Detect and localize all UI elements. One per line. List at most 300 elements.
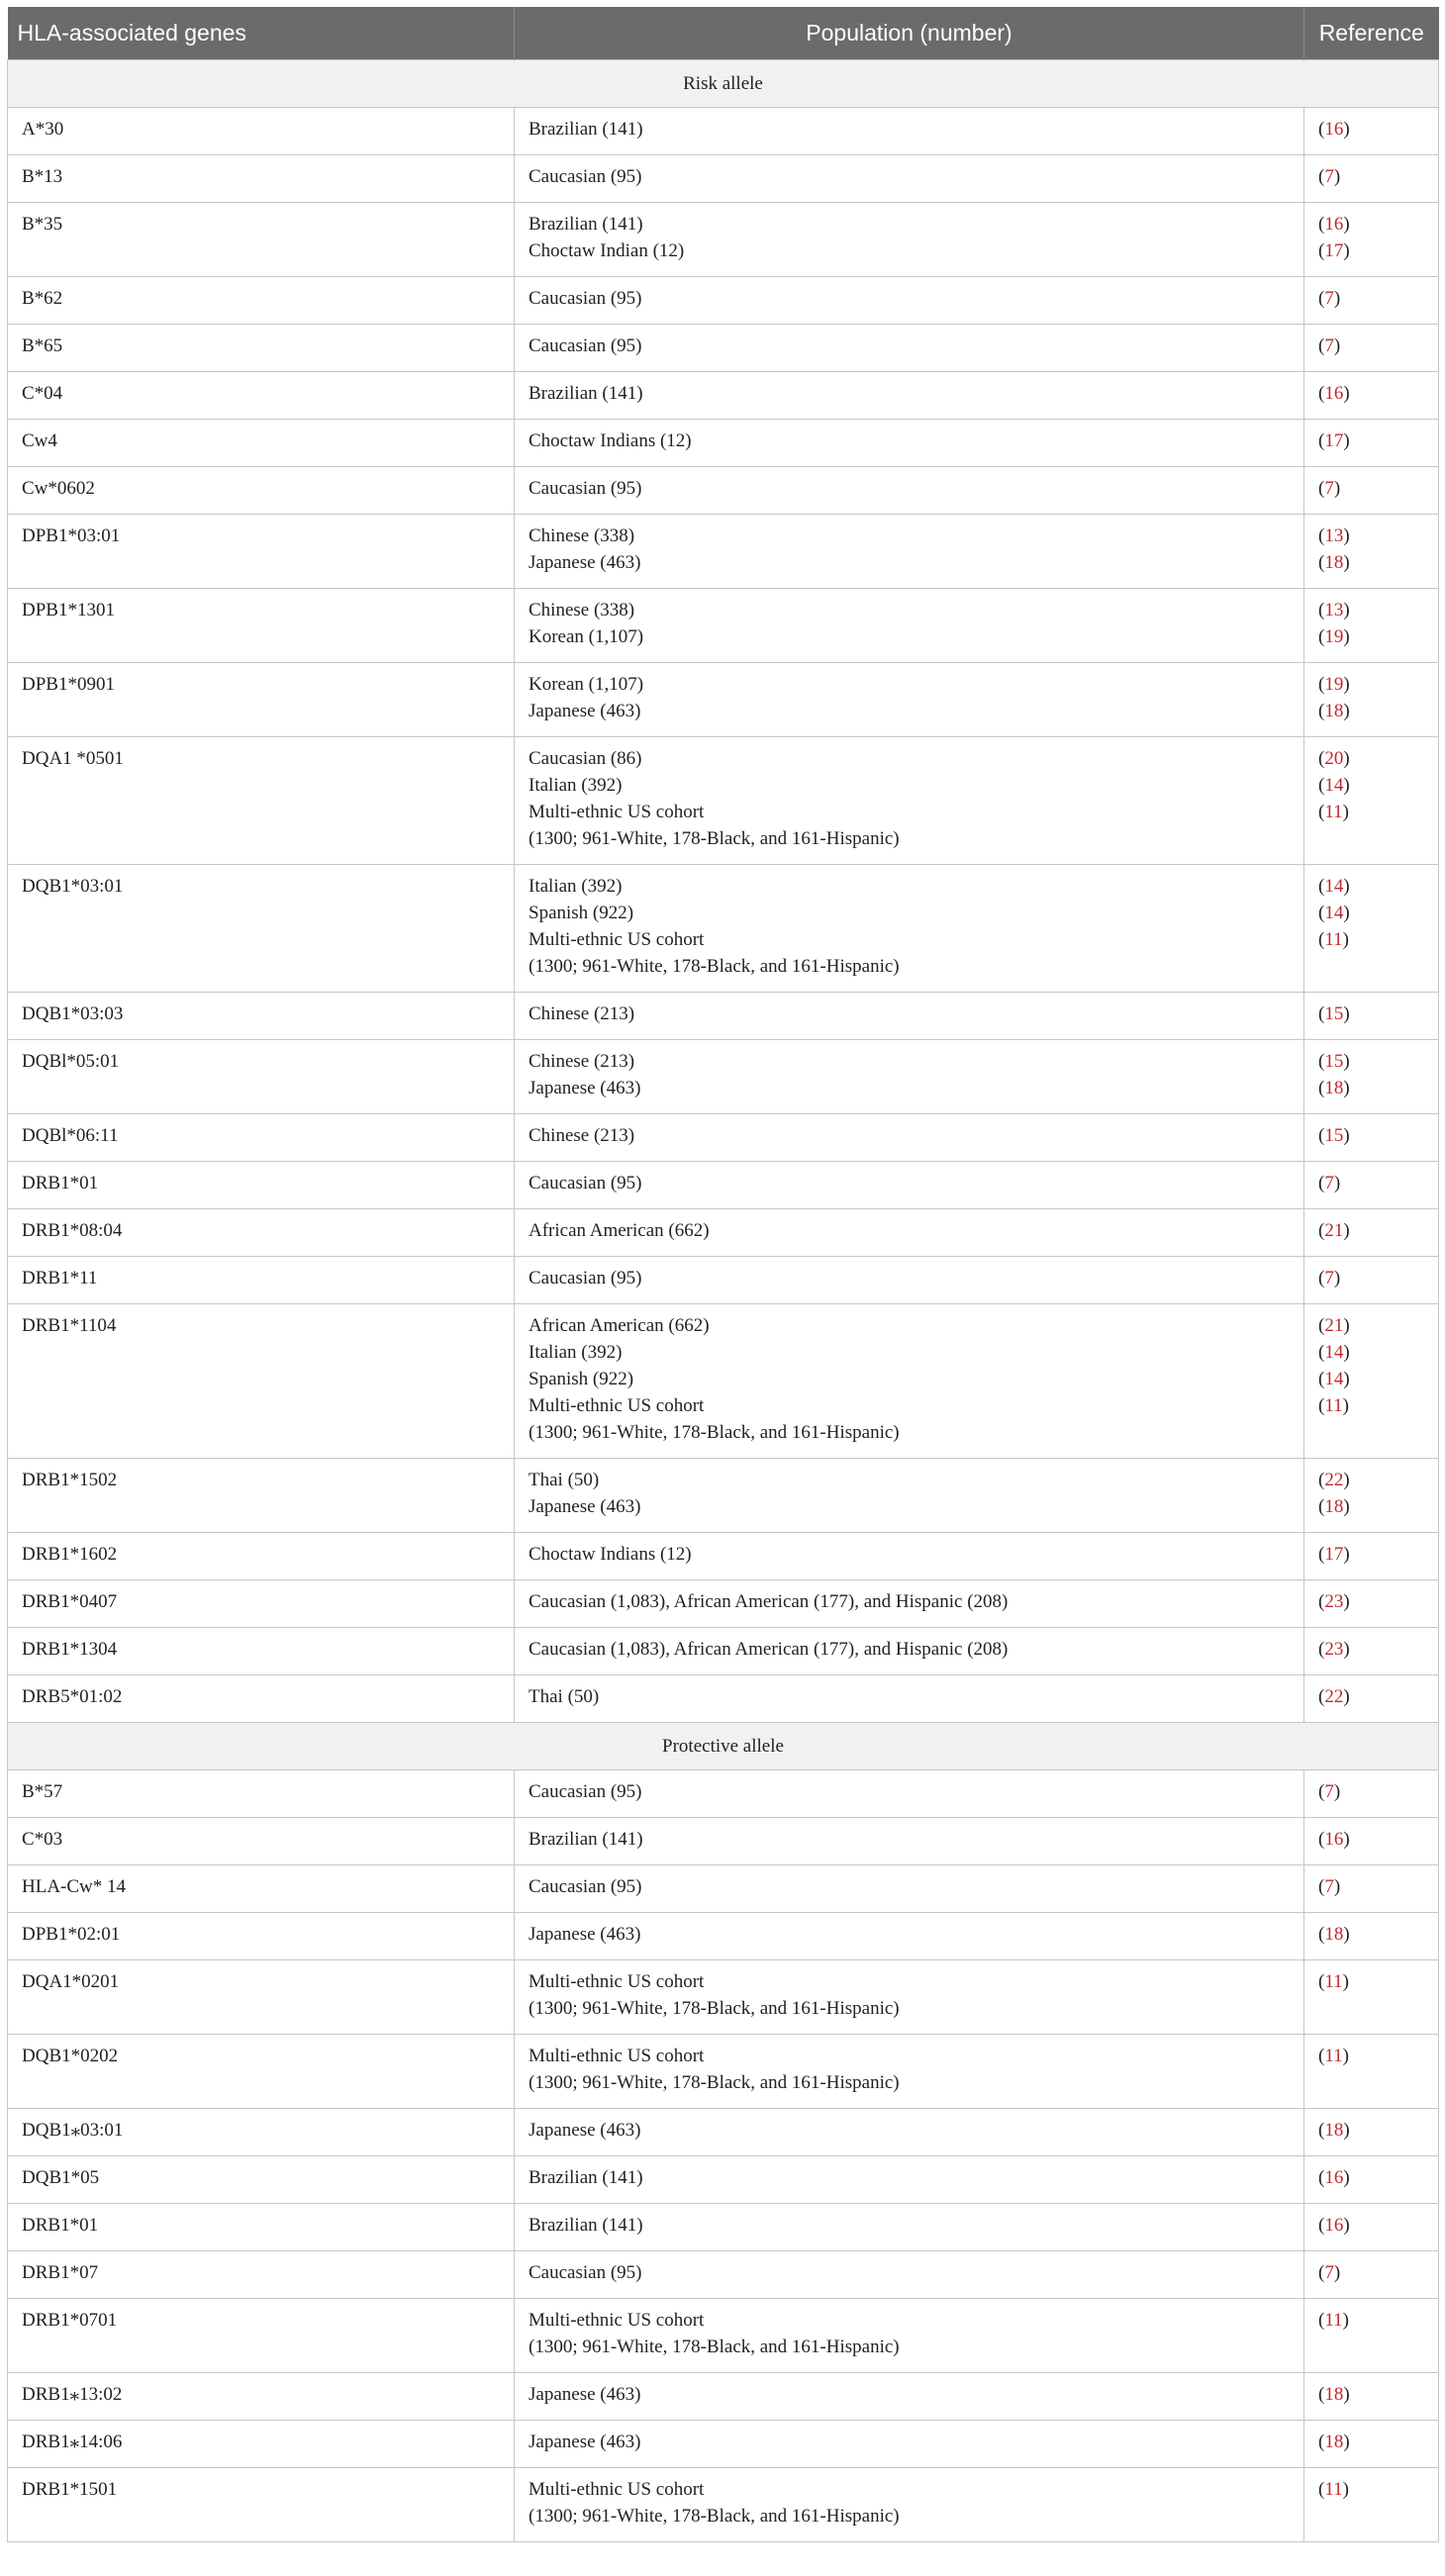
population-cell: [515, 662, 1304, 736]
population-cell: [515, 1039, 1304, 1113]
table-row: [8, 107, 1439, 154]
population-cell: [515, 1769, 1304, 1817]
reference-line[interactable]: (17): [1318, 239, 1350, 261]
population-line: Korean (1,107): [529, 625, 644, 647]
reference-link[interactable]: 23: [1324, 1638, 1344, 1660]
reference-line[interactable]: (7): [1318, 1267, 1341, 1288]
reference-line[interactable]: (15): [1318, 1124, 1350, 1146]
reference-cell: [1304, 202, 1439, 276]
reference-line[interactable]: (21): [1318, 1314, 1350, 1336]
population-line: Korean (1,107): [529, 673, 644, 695]
reference-link[interactable]: 15: [1324, 1050, 1344, 1072]
reference-line[interactable]: (11): [1318, 2045, 1349, 2066]
gene-cell: DRB1⁎14:06: [8, 2420, 515, 2467]
population-line: Spanish (922): [529, 1368, 634, 1389]
reference-cell: [1304, 1208, 1439, 1256]
reference-link[interactable]: 22: [1324, 1685, 1344, 1707]
population-line: Caucasian (95): [529, 287, 642, 309]
reference-link[interactable]: 7: [1324, 477, 1334, 499]
population-cell: [515, 736, 1304, 864]
reference-line[interactable]: (7): [1318, 2261, 1341, 2283]
population-cell: [515, 2420, 1304, 2467]
gene-cell: DQB1*03:03: [8, 992, 515, 1039]
reference-line[interactable]: (14): [1318, 1341, 1350, 1363]
population-cell: [515, 2298, 1304, 2372]
population-cell: [515, 1532, 1304, 1579]
population-line: Japanese (463): [529, 1923, 641, 1945]
reference-link[interactable]: 16: [1324, 213, 1344, 235]
gene-cell: DPB1*1301: [8, 588, 515, 662]
reference-link[interactable]: 16: [1324, 382, 1344, 404]
table-row: [8, 1817, 1439, 1864]
reference-cell: [1304, 864, 1439, 992]
gene-cell: B*35: [8, 202, 515, 276]
reference-line[interactable]: (18): [1318, 1923, 1350, 1945]
population-cell: [515, 1864, 1304, 1912]
reference-link[interactable]: 11: [1324, 928, 1343, 950]
population-cell: [515, 2467, 1304, 2541]
reference-link[interactable]: 17: [1324, 429, 1344, 451]
population-line: Chinese (213): [529, 1002, 635, 1024]
reference-line[interactable]: (23): [1318, 1638, 1350, 1660]
population-line: Brazilian (141): [529, 2166, 643, 2188]
gene-cell: DRB1*0407: [8, 1579, 515, 1627]
reference-line[interactable]: (22): [1318, 1469, 1350, 1490]
reference-link[interactable]: 7: [1324, 2261, 1334, 2283]
population-cell: [515, 1208, 1304, 1256]
section-label: Risk allele: [8, 59, 1439, 107]
population-line: Italian (392): [529, 1341, 623, 1363]
gene-cell: DQB1⁎03:01: [8, 2108, 515, 2155]
population-line: Chinese (213): [529, 1124, 635, 1146]
reference-cell: [1304, 736, 1439, 864]
gene-cell: B*65: [8, 324, 515, 371]
reference-link[interactable]: 7: [1324, 1780, 1334, 1802]
table-header-row: [8, 7, 1439, 59]
population-cell: [515, 2108, 1304, 2155]
population-cell: [515, 2372, 1304, 2420]
gene-cell: DRB1*1501: [8, 2467, 515, 2541]
section-row: [8, 1722, 1439, 1769]
table-row: [8, 202, 1439, 276]
gene-cell: A*30: [8, 107, 515, 154]
population-line: Caucasian (95): [529, 334, 642, 356]
population-line: Thai (50): [529, 1469, 600, 1490]
table-row: [8, 1912, 1439, 1959]
population-line: Multi-ethnic US cohort: [529, 801, 705, 822]
population-line: Choctaw Indian (12): [529, 239, 685, 261]
reference-cell: [1304, 324, 1439, 371]
reference-line[interactable]: (23): [1318, 1590, 1350, 1612]
reference-link[interactable]: 7: [1324, 165, 1334, 187]
reference-line[interactable]: (16): [1318, 382, 1350, 404]
reference-link[interactable]: 14: [1324, 875, 1344, 897]
reference-link[interactable]: 18: [1324, 1077, 1344, 1098]
table-row: [8, 2250, 1439, 2298]
population-cell: [515, 1303, 1304, 1458]
population-line: (1300; 961-White, 178-Black, and 161-Hispanic): [529, 2071, 900, 2093]
population-cell: [515, 276, 1304, 324]
reference-cell: [1304, 2298, 1439, 2372]
reference-link[interactable]: 17: [1324, 239, 1344, 261]
reference-line[interactable]: (13): [1318, 599, 1350, 620]
reference-cell: [1304, 154, 1439, 202]
gene-cell: DRB1*08:04: [8, 1208, 515, 1256]
population-line: Choctaw Indians (12): [529, 429, 692, 451]
gene-cell: C*04: [8, 371, 515, 419]
population-line: Japanese (463): [529, 2431, 641, 2452]
table-row: [8, 2298, 1439, 2372]
table-row: [8, 1458, 1439, 1532]
gene-cell: B*62: [8, 276, 515, 324]
reference-line[interactable]: (14): [1318, 1368, 1350, 1389]
reference-line[interactable]: (7): [1318, 1875, 1341, 1897]
reference-line[interactable]: (11): [1318, 2309, 1349, 2331]
table-row: [8, 371, 1439, 419]
reference-link[interactable]: 14: [1324, 1341, 1344, 1363]
population-cell: [515, 1579, 1304, 1627]
gene-cell: DPB1*03:01: [8, 514, 515, 588]
reference-cell: [1304, 514, 1439, 588]
reference-cell: [1304, 371, 1439, 419]
gene-cell: Cw4: [8, 419, 515, 466]
reference-link[interactable]: 18: [1324, 2383, 1344, 2405]
table-row: [8, 1769, 1439, 1817]
reference-line[interactable]: (7): [1318, 1780, 1341, 1802]
reference-link[interactable]: 20: [1324, 747, 1344, 769]
reference-cell: [1304, 588, 1439, 662]
reference-link[interactable]: 21: [1324, 1314, 1344, 1336]
section-row: [8, 59, 1439, 107]
population-cell: [515, 2250, 1304, 2298]
population-line: Spanish (922): [529, 902, 634, 923]
population-line: Chinese (338): [529, 525, 635, 546]
population-line: Italian (392): [529, 774, 623, 796]
reference-line[interactable]: (7): [1318, 287, 1341, 309]
reference-link[interactable]: 7: [1324, 1875, 1334, 1897]
reference-line[interactable]: (7): [1318, 477, 1341, 499]
population-cell: [515, 154, 1304, 202]
population-line: Caucasian (95): [529, 165, 642, 187]
reference-line[interactable]: (21): [1318, 1219, 1350, 1241]
population-cell: [515, 324, 1304, 371]
gene-cell: DRB5*01:02: [8, 1674, 515, 1722]
reference-cell: [1304, 1864, 1439, 1912]
reference-link[interactable]: 14: [1324, 1368, 1344, 1389]
table-row: [8, 514, 1439, 588]
reference-link[interactable]: 21: [1324, 1219, 1344, 1241]
reference-cell: [1304, 1769, 1439, 1817]
reference-cell: [1304, 1817, 1439, 1864]
population-line: Caucasian (95): [529, 1875, 642, 1897]
reference-link[interactable]: 13: [1324, 525, 1344, 546]
reference-line[interactable]: (18): [1318, 700, 1350, 721]
hla-allele-table: [7, 7, 1439, 2542]
gene-cell: DRB1⁎13:02: [8, 2372, 515, 2420]
reference-link[interactable]: 18: [1324, 1923, 1344, 1945]
population-line: African American (662): [529, 1314, 710, 1336]
reference-link[interactable]: 14: [1324, 902, 1344, 923]
reference-cell: [1304, 1912, 1439, 1959]
population-line: Thai (50): [529, 1685, 600, 1707]
reference-line[interactable]: (20): [1318, 747, 1350, 769]
population-line: Japanese (463): [529, 2383, 641, 2405]
table-row: [8, 1627, 1439, 1674]
table-row: [8, 154, 1439, 202]
population-cell: [515, 1256, 1304, 1303]
gene-cell: DRB1*01: [8, 1161, 515, 1208]
reference-line[interactable]: (18): [1318, 2383, 1350, 2405]
population-line: Multi-ethnic US cohort: [529, 1970, 705, 1992]
reference-line[interactable]: (7): [1318, 334, 1341, 356]
reference-line[interactable]: (18): [1318, 1077, 1350, 1098]
population-line: Caucasian (95): [529, 1172, 642, 1193]
reference-link[interactable]: 19: [1324, 673, 1344, 695]
gene-cell: DRB1*11: [8, 1256, 515, 1303]
gene-cell: DQBl*06:11: [8, 1113, 515, 1161]
reference-line[interactable]: (14): [1318, 774, 1350, 796]
reference-cell: [1304, 662, 1439, 736]
gene-cell: B*13: [8, 154, 515, 202]
population-line: Multi-ethnic US cohort: [529, 2478, 705, 2500]
reference-link[interactable]: 16: [1324, 1828, 1344, 1850]
reference-cell: [1304, 1161, 1439, 1208]
population-line: Japanese (463): [529, 1077, 641, 1098]
population-cell: [515, 864, 1304, 992]
reference-link[interactable]: 7: [1324, 1267, 1334, 1288]
population-line: Choctaw Indians (12): [529, 1543, 692, 1565]
reference-cell: [1304, 1303, 1439, 1458]
population-cell: [515, 2203, 1304, 2250]
gene-cell: DQB1*05: [8, 2155, 515, 2203]
reference-link[interactable]: 11: [1324, 2478, 1343, 2500]
gene-cell: DRB1*07: [8, 2250, 515, 2298]
population-cell: [515, 107, 1304, 154]
population-line: African American (662): [529, 1219, 710, 1241]
reference-cell: [1304, 1458, 1439, 1532]
reference-link[interactable]: 7: [1324, 334, 1334, 356]
reference-cell: [1304, 1039, 1439, 1113]
reference-link[interactable]: 11: [1324, 801, 1343, 822]
reference-link[interactable]: 11: [1324, 1970, 1343, 1992]
reference-cell: [1304, 1674, 1439, 1722]
population-cell: [515, 1627, 1304, 1674]
population-line: Brazilian (141): [529, 1828, 643, 1850]
reference-cell: [1304, 1627, 1439, 1674]
table-row: [8, 2203, 1439, 2250]
gene-cell: HLA-Cw* 14: [8, 1864, 515, 1912]
reference-line[interactable]: (14): [1318, 875, 1350, 897]
reference-line[interactable]: (15): [1318, 1002, 1350, 1024]
header-gene: HLA-associated genes: [8, 7, 515, 59]
reference-line[interactable]: (11): [1318, 1394, 1349, 1416]
reference-link[interactable]: 18: [1324, 700, 1344, 721]
population-line: Chinese (213): [529, 1050, 635, 1072]
table-row: [8, 1256, 1439, 1303]
population-line: (1300; 961-White, 178-Black, and 161-Hispanic): [529, 955, 900, 977]
population-line: Japanese (463): [529, 551, 641, 573]
table-row: [8, 2372, 1439, 2420]
population-line: Multi-ethnic US cohort: [529, 1394, 705, 1416]
reference-cell: [1304, 2108, 1439, 2155]
gene-cell: DRB1*1602: [8, 1532, 515, 1579]
population-cell: [515, 992, 1304, 1039]
reference-line[interactable]: (22): [1318, 1685, 1350, 1707]
population-cell: [515, 419, 1304, 466]
population-line: (1300; 961-White, 178-Black, and 161-Hispanic): [529, 827, 900, 849]
reference-link[interactable]: 7: [1324, 287, 1334, 309]
reference-line[interactable]: (16): [1318, 1828, 1350, 1850]
reference-cell: [1304, 2372, 1439, 2420]
reference-line[interactable]: (19): [1318, 625, 1350, 647]
table-row: [8, 419, 1439, 466]
population-cell: [515, 514, 1304, 588]
reference-line[interactable]: (19): [1318, 673, 1350, 695]
reference-line[interactable]: (11): [1318, 1970, 1349, 1992]
gene-cell: DRB1*0701: [8, 2298, 515, 2372]
reference-cell: [1304, 2155, 1439, 2203]
population-line: Multi-ethnic US cohort: [529, 2045, 705, 2066]
population-line: Caucasian (86): [529, 747, 642, 769]
population-line: Brazilian (141): [529, 118, 643, 140]
table-row: [8, 992, 1439, 1039]
reference-line[interactable]: (18): [1318, 551, 1350, 573]
population-line: Multi-ethnic US cohort: [529, 928, 705, 950]
header-population: Population (number): [515, 7, 1304, 59]
population-line: Japanese (463): [529, 700, 641, 721]
population-line: Multi-ethnic US cohort: [529, 2309, 705, 2331]
reference-cell: [1304, 2203, 1439, 2250]
reference-cell: [1304, 419, 1439, 466]
reference-link[interactable]: 18: [1324, 1495, 1344, 1517]
reference-link[interactable]: 16: [1324, 118, 1344, 140]
table-row: [8, 1532, 1439, 1579]
reference-line[interactable]: (18): [1318, 2119, 1350, 2141]
gene-cell: C*03: [8, 1817, 515, 1864]
reference-line[interactable]: (16): [1318, 2214, 1350, 2236]
reference-link[interactable]: 23: [1324, 1590, 1344, 1612]
population-line: Caucasian (95): [529, 1780, 642, 1802]
population-line: (1300; 961-White, 178-Black, and 161-Hispanic): [529, 1421, 900, 1443]
table-row: [8, 1959, 1439, 2034]
reference-link[interactable]: 18: [1324, 2431, 1344, 2452]
reference-link[interactable]: 19: [1324, 625, 1344, 647]
gene-cell: DRB1*1304: [8, 1627, 515, 1674]
table-row: [8, 1208, 1439, 1256]
reference-cell: [1304, 2250, 1439, 2298]
table-body: [8, 59, 1439, 2541]
reference-cell: [1304, 107, 1439, 154]
reference-link[interactable]: 13: [1324, 599, 1344, 620]
reference-link[interactable]: 22: [1324, 1469, 1344, 1490]
table-row: [8, 2420, 1439, 2467]
population-cell: [515, 1113, 1304, 1161]
reference-cell: [1304, 276, 1439, 324]
gene-cell: DRB1*1104: [8, 1303, 515, 1458]
population-cell: [515, 2034, 1304, 2108]
population-cell: [515, 1817, 1304, 1864]
reference-line[interactable]: (16): [1318, 118, 1350, 140]
reference-line[interactable]: (11): [1318, 2478, 1349, 2500]
table-row: [8, 324, 1439, 371]
population-cell: [515, 466, 1304, 514]
reference-link[interactable]: 11: [1324, 2309, 1343, 2331]
table-row: [8, 662, 1439, 736]
gene-cell: DQB1*0202: [8, 2034, 515, 2108]
reference-cell: [1304, 466, 1439, 514]
table-row: [8, 1674, 1439, 1722]
table-row: [8, 2034, 1439, 2108]
reference-cell: [1304, 1579, 1439, 1627]
reference-link[interactable]: 15: [1324, 1124, 1344, 1146]
reference-link[interactable]: 14: [1324, 774, 1344, 796]
reference-link[interactable]: 18: [1324, 551, 1344, 573]
reference-link[interactable]: 17: [1324, 1543, 1344, 1565]
population-line: Japanese (463): [529, 2119, 641, 2141]
population-cell: [515, 1458, 1304, 1532]
table-row: [8, 1113, 1439, 1161]
reference-link[interactable]: 11: [1324, 2045, 1343, 2066]
population-line: Brazilian (141): [529, 213, 643, 235]
reference-link[interactable]: 16: [1324, 2166, 1344, 2188]
reference-link[interactable]: 7: [1324, 1172, 1334, 1193]
population-line: Chinese (338): [529, 599, 635, 620]
table-row: [8, 1579, 1439, 1627]
population-line: Caucasian (1,083), African American (177), and Hispanic (208): [529, 1590, 1009, 1612]
reference-line[interactable]: (11): [1318, 801, 1349, 822]
reference-link[interactable]: 16: [1324, 2214, 1344, 2236]
table-row: [8, 276, 1439, 324]
reference-line[interactable]: (16): [1318, 213, 1350, 235]
population-line: Japanese (463): [529, 1495, 641, 1517]
population-line: Brazilian (141): [529, 2214, 643, 2236]
table-row: [8, 736, 1439, 864]
population-cell: [515, 202, 1304, 276]
reference-line[interactable]: (18): [1318, 2431, 1350, 2452]
table-row: [8, 1039, 1439, 1113]
reference-cell: [1304, 2467, 1439, 2541]
reference-line[interactable]: (16): [1318, 2166, 1350, 2188]
population-cell: [515, 1161, 1304, 1208]
population-line: Caucasian (95): [529, 2261, 642, 2283]
reference-cell: [1304, 1532, 1439, 1579]
reference-link[interactable]: 18: [1324, 2119, 1344, 2141]
population-line: (1300; 961-White, 178-Black, and 161-Hispanic): [529, 2336, 900, 2357]
population-cell: [515, 1959, 1304, 2034]
reference-link[interactable]: 15: [1324, 1002, 1344, 1024]
gene-cell: DPB1*02:01: [8, 1912, 515, 1959]
population-line: Italian (392): [529, 875, 623, 897]
reference-line[interactable]: (18): [1318, 1495, 1350, 1517]
reference-line[interactable]: (14): [1318, 902, 1350, 923]
population-cell: [515, 1674, 1304, 1722]
gene-cell: DRB1*1502: [8, 1458, 515, 1532]
population-line: Caucasian (1,083), African American (177), and Hispanic (208): [529, 1638, 1009, 1660]
reference-line[interactable]: (17): [1318, 1543, 1350, 1565]
reference-line[interactable]: (7): [1318, 1172, 1341, 1193]
reference-line[interactable]: (15): [1318, 1050, 1350, 1072]
population-line: Caucasian (95): [529, 1267, 642, 1288]
reference-line[interactable]: (17): [1318, 429, 1350, 451]
gene-cell: Cw*0602: [8, 466, 515, 514]
reference-line[interactable]: (13): [1318, 525, 1350, 546]
table-row: [8, 2155, 1439, 2203]
reference-line[interactable]: (7): [1318, 165, 1341, 187]
reference-link[interactable]: 11: [1324, 1394, 1343, 1416]
header-reference: Reference: [1304, 7, 1439, 59]
reference-line[interactable]: (11): [1318, 928, 1349, 950]
gene-cell: DQB1*03:01: [8, 864, 515, 992]
